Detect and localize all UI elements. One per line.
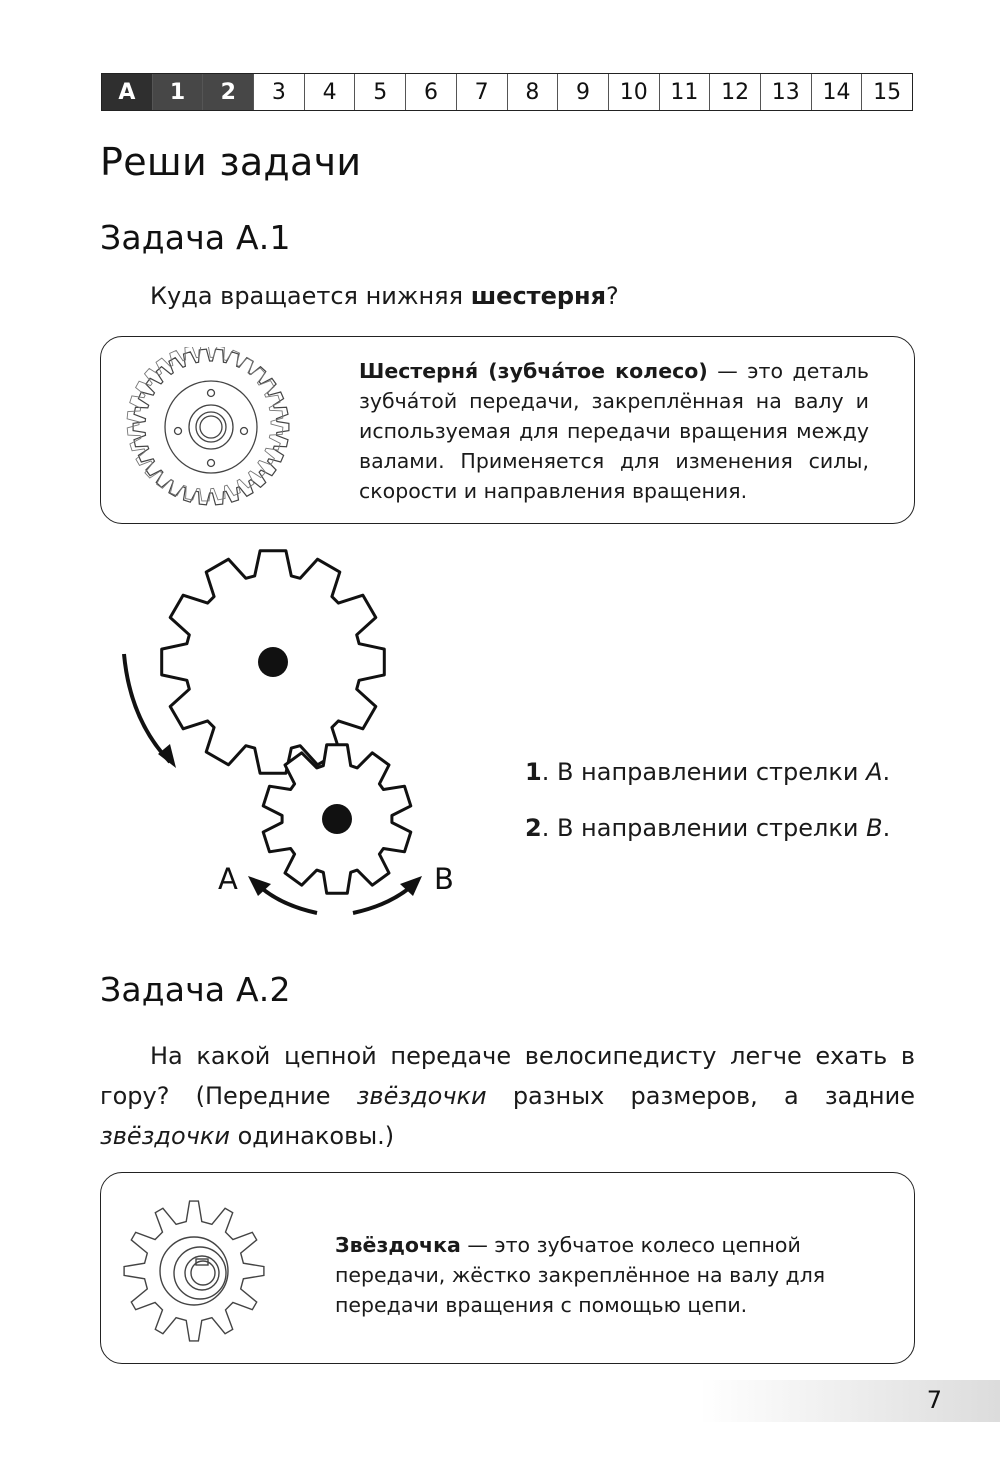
nav-cell-13: 13 <box>761 74 812 110</box>
nav-cell-2: 2 <box>203 74 254 110</box>
nav-cell-4: 4 <box>305 74 356 110</box>
page-title: Реши задачи <box>100 140 362 184</box>
gear-illustration-icon <box>126 347 296 512</box>
q-italic-1: звёздочки <box>356 1082 487 1110</box>
label-a: A <box>218 862 238 896</box>
answer-option-1 <box>525 758 890 786</box>
option-arrow: А <box>866 758 883 786</box>
answer-option-2 <box>525 814 890 842</box>
nav-cell-15: 15 <box>862 74 912 110</box>
task-a2-heading: Задача А.2 <box>100 970 291 1009</box>
nav-cell-3: 3 <box>254 74 305 110</box>
gears-diagram <box>100 540 500 930</box>
option-text: . В направлении стрелки <box>541 814 867 842</box>
arrow-a <box>258 885 317 913</box>
option-number: 1 <box>525 758 542 786</box>
lower-gear-axle <box>322 804 352 834</box>
task-a2-question <box>100 1036 915 1156</box>
sprocket-definition-text: — это зубчатое колесо цепной передачи, жёстко закреплённое на валу для передачи вращения с помощью цепи. <box>335 1233 826 1317</box>
sprocket-illustration-icon <box>116 1191 276 1351</box>
task-a1-question <box>150 276 619 316</box>
footer-bar <box>700 1380 1000 1422</box>
q-part-3: одинаковы.) <box>229 1122 395 1150</box>
nav-cell-5: 5 <box>355 74 406 110</box>
option-end: . <box>882 814 891 842</box>
sprocket-term: Звёздочка <box>335 1233 461 1257</box>
sprocket-definition <box>335 1230 860 1320</box>
option-end: . <box>882 758 891 786</box>
nav-cell-1: 1 <box>153 74 204 110</box>
rotation-arrow-upper-head <box>158 744 176 768</box>
chapter-nav <box>101 73 913 111</box>
task-a1-heading: Задача А.1 <box>100 218 291 257</box>
nav-cell-12: 12 <box>710 74 761 110</box>
option-number: 2 <box>525 814 542 842</box>
gear-term: Шестерня́ (зубча́тое колесо) <box>359 359 708 383</box>
nav-cell-14: 14 <box>812 74 863 110</box>
q-part-2: разных размеров, а задние <box>486 1082 915 1110</box>
upper-gear-axle <box>258 647 288 677</box>
nav-cell-9: 9 <box>558 74 609 110</box>
option-arrow: В <box>866 814 883 842</box>
nav-cell-10: 10 <box>609 74 660 110</box>
question-prefix: Куда вращается нижняя <box>150 282 471 310</box>
label-b: B <box>434 862 454 896</box>
nav-cell-0: А <box>102 74 153 110</box>
q-italic-2: звёздочки <box>100 1122 230 1150</box>
q-part-1: На какой цепной передаче велосипедисту легче ехать в гору? (Передние <box>100 1042 915 1110</box>
question-suffix: ? <box>606 282 619 310</box>
nav-cell-11: 11 <box>660 74 711 110</box>
gear-definition-text: — это деталь зубча́той передачи, закреплённая на валу и используемая для передачи вращения между валами. Применяется для изменения силы, скорости и направления вращения. <box>359 359 869 503</box>
nav-cell-6: 6 <box>406 74 457 110</box>
nav-cell-8: 8 <box>508 74 559 110</box>
question-bold: шестерня <box>470 282 607 310</box>
nav-cell-7: 7 <box>457 74 508 110</box>
gear-definition <box>359 356 869 506</box>
page-number: 7 <box>926 1386 942 1414</box>
option-text: . В направлении стрелки <box>541 758 867 786</box>
arrow-b <box>353 885 413 913</box>
